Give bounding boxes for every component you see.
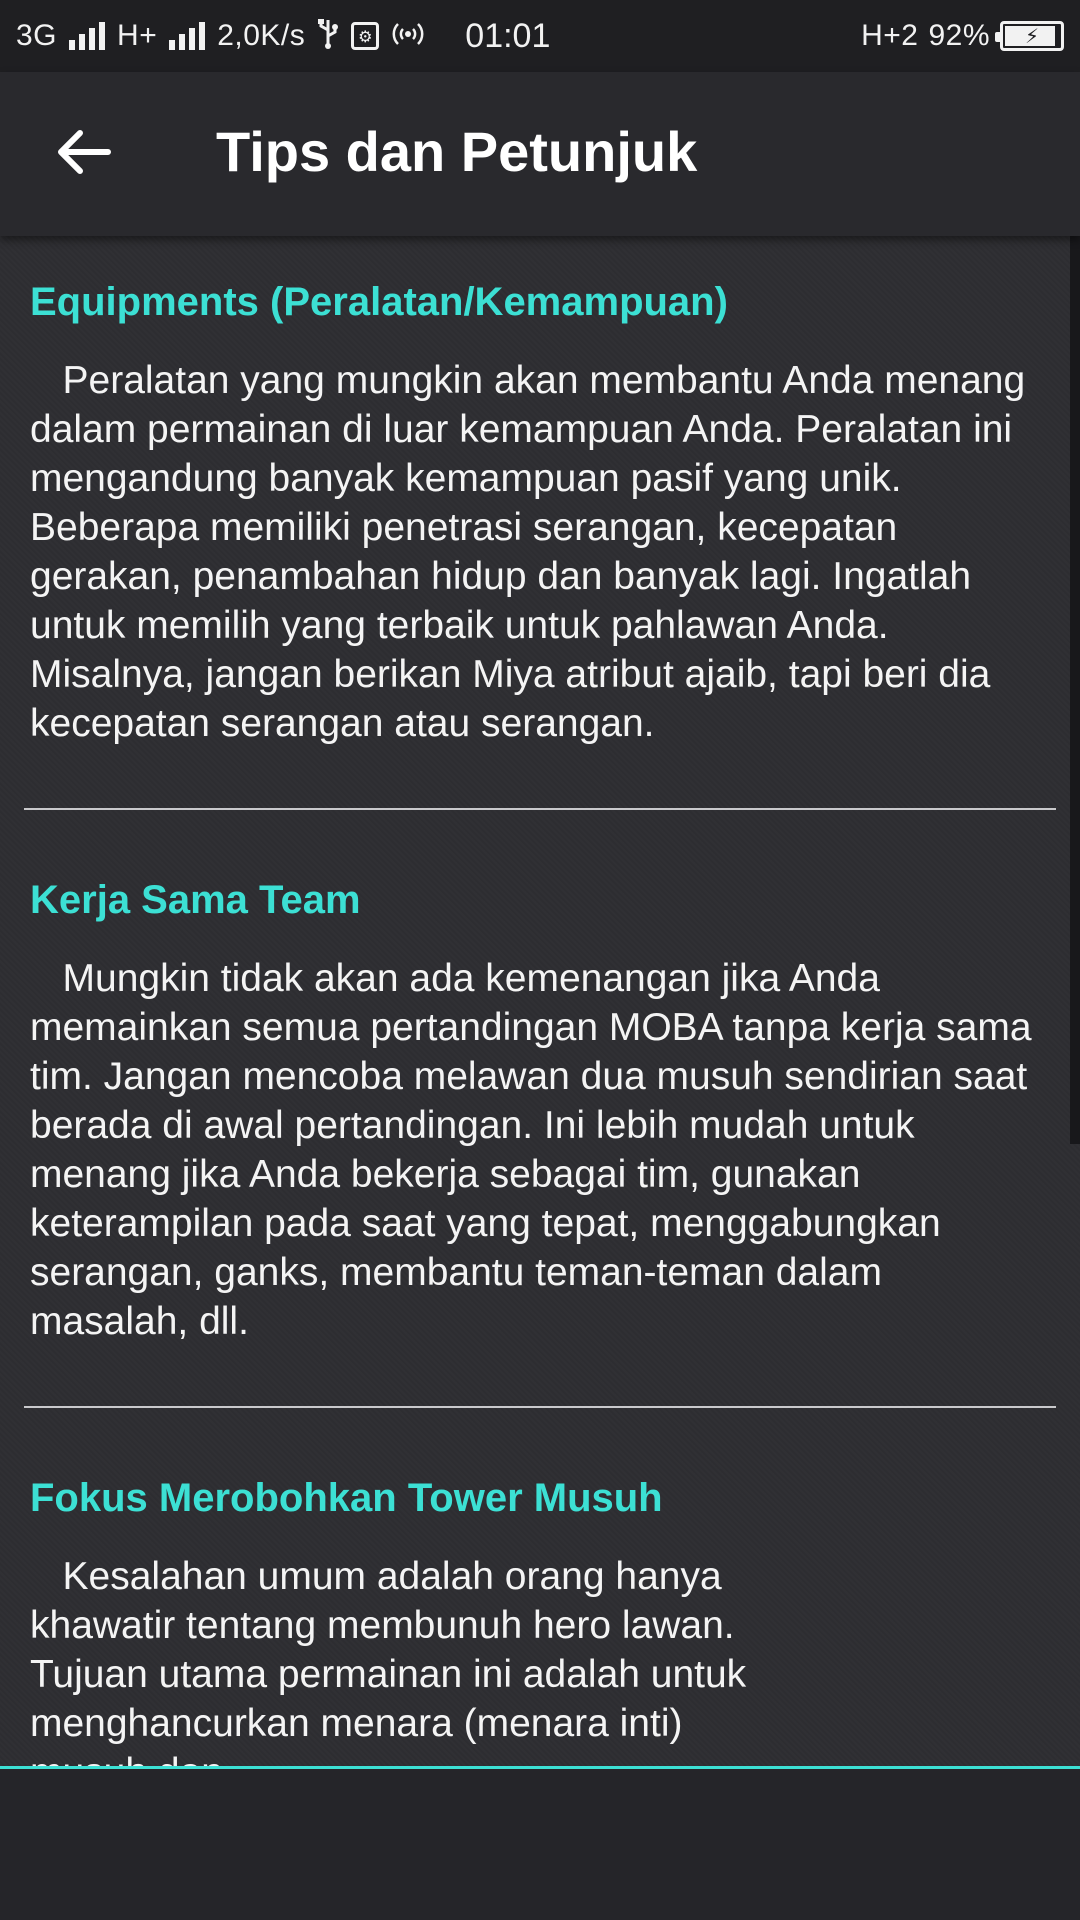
charging-icon: ⚡ [1024,25,1040,48]
page-title: Tips dan Petunjuk [216,120,698,183]
tip-section-equipments [30,274,1040,748]
battery-icon [1000,21,1064,51]
section-body: Kesalahan umum adalah orang hanya khawatir tentang membunuh hero lawan. Tujuan utama permainan ini adalah untuk menghancurkan menara (menara inti) [30,1555,747,1745]
section-title: Kerja Sama Team [30,878,361,922]
tips-content[interactable] [0,236,1080,1766]
tip-section-fokus-tower [30,1470,1040,1797]
data-indicator: H+2 [861,19,919,52]
status-bar [0,0,1080,72]
section-title: Equipments (Peralatan/Kemampuan) [30,280,728,324]
usb-icon [317,18,339,55]
clock: 01:01 [465,16,551,55]
network-type-2: H+ [117,19,158,52]
app-bar [0,72,1080,236]
back-button[interactable] [44,112,124,192]
status-bar-right [861,0,1064,72]
section-title: Fokus Merobohkan Tower Musuh [30,1476,663,1520]
signal-strength-icon-2 [169,22,205,50]
status-bar-left [16,0,550,72]
tip-section-kerja-sama-team [30,872,1043,1346]
battery-percent: 92% [928,19,990,52]
divider [24,1406,1056,1408]
bottom-panel [0,1769,1080,1920]
scrollbar[interactable] [1070,236,1080,1766]
usb-debug-icon: ⚙ [351,22,379,50]
network-speed: 2,0K/s [217,19,306,52]
section-body: Mungkin tidak akan ada kemenangan jika Anda memainkan semua pertandingan MOBA tanpa kerja sama tim. Jangan mencoba melawan dua musuh sendirian saat berada di awal pertandingan. Ini lebih mudah untuk menang jika Anda bekerja sebagai tim, gunakan keterampilan pada saat yang tepat, menggabungkan serangan, ganks, membantu teman-teman dalam masalah, dll. [30,957,1043,1343]
network-type-1: 3G [16,19,58,52]
scrollbar-thumb[interactable] [1070,236,1080,1144]
section-body: Peralatan yang mungkin akan membantu Anda menang dalam permainan di luar kemampuan Anda. Peralatan ini mengandung banyak kemampuan pasif yang unik. Beberapa memiliki penetrasi serangan, kecepatan gerakan, penambahan hidup dan banyak lagi. Ingatlah untuk memilih yang terbaik untuk pahlawan Anda. Misalnya, jangan berikan Miya atribut ajaib, tapi beri dia kecepatan serangan atau serangan. [30,359,1037,745]
divider [24,808,1056,810]
hotspot-icon [391,20,425,53]
arrow-left-icon [56,128,112,176]
signal-strength-icon [69,22,105,50]
